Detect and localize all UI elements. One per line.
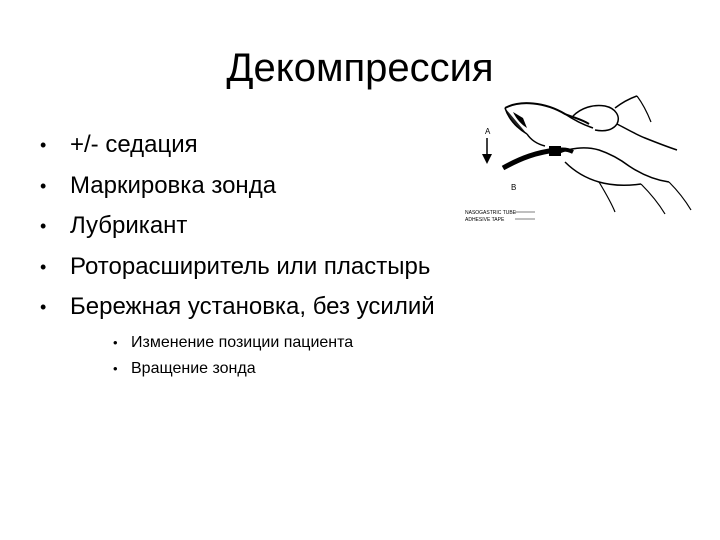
bullet-text: +/- седация	[70, 131, 198, 158]
label-b: B	[511, 183, 517, 192]
sub-bullet-list	[113, 333, 353, 385]
bullet-item	[40, 213, 435, 254]
sub-bullet-dot: •	[113, 335, 118, 350]
sub-bullet-dot: •	[113, 361, 118, 376]
bullet-dot: •	[40, 256, 47, 277]
bullet-dot: •	[40, 297, 47, 317]
bullet-item	[40, 132, 435, 173]
bullet-dot: •	[40, 175, 47, 196]
bullet-item	[40, 173, 435, 214]
bullet-item	[40, 294, 435, 335]
slide-title	[0, 44, 720, 92]
sub-bullet-text: Вращение зонда	[131, 360, 256, 377]
bullet-text: Маркировка зонда	[70, 171, 277, 199]
bullet-dot: •	[40, 216, 47, 236]
label-a: A	[485, 127, 491, 136]
slide-title-text: Декомпрессия	[226, 46, 494, 90]
bullet-text: Роторасширитель или пластырь	[70, 252, 431, 280]
bullet-dot: •	[40, 135, 47, 155]
caption-tape: ADHESIVE TAPE	[465, 217, 505, 223]
nasogastric-tube-illustration	[465, 94, 697, 234]
bullet-text: Лубрикант	[70, 212, 188, 239]
bullet-item	[40, 254, 435, 295]
caption-tube: NASOGASTRIC TUBE	[465, 210, 517, 216]
bullet-text: Бережная установка, без усилий	[70, 293, 435, 320]
sub-bullet-item	[113, 333, 353, 359]
sub-bullet-text: Изменение позиции пациента	[131, 334, 354, 351]
bullet-list	[40, 132, 435, 335]
sub-bullet-item	[113, 359, 353, 385]
